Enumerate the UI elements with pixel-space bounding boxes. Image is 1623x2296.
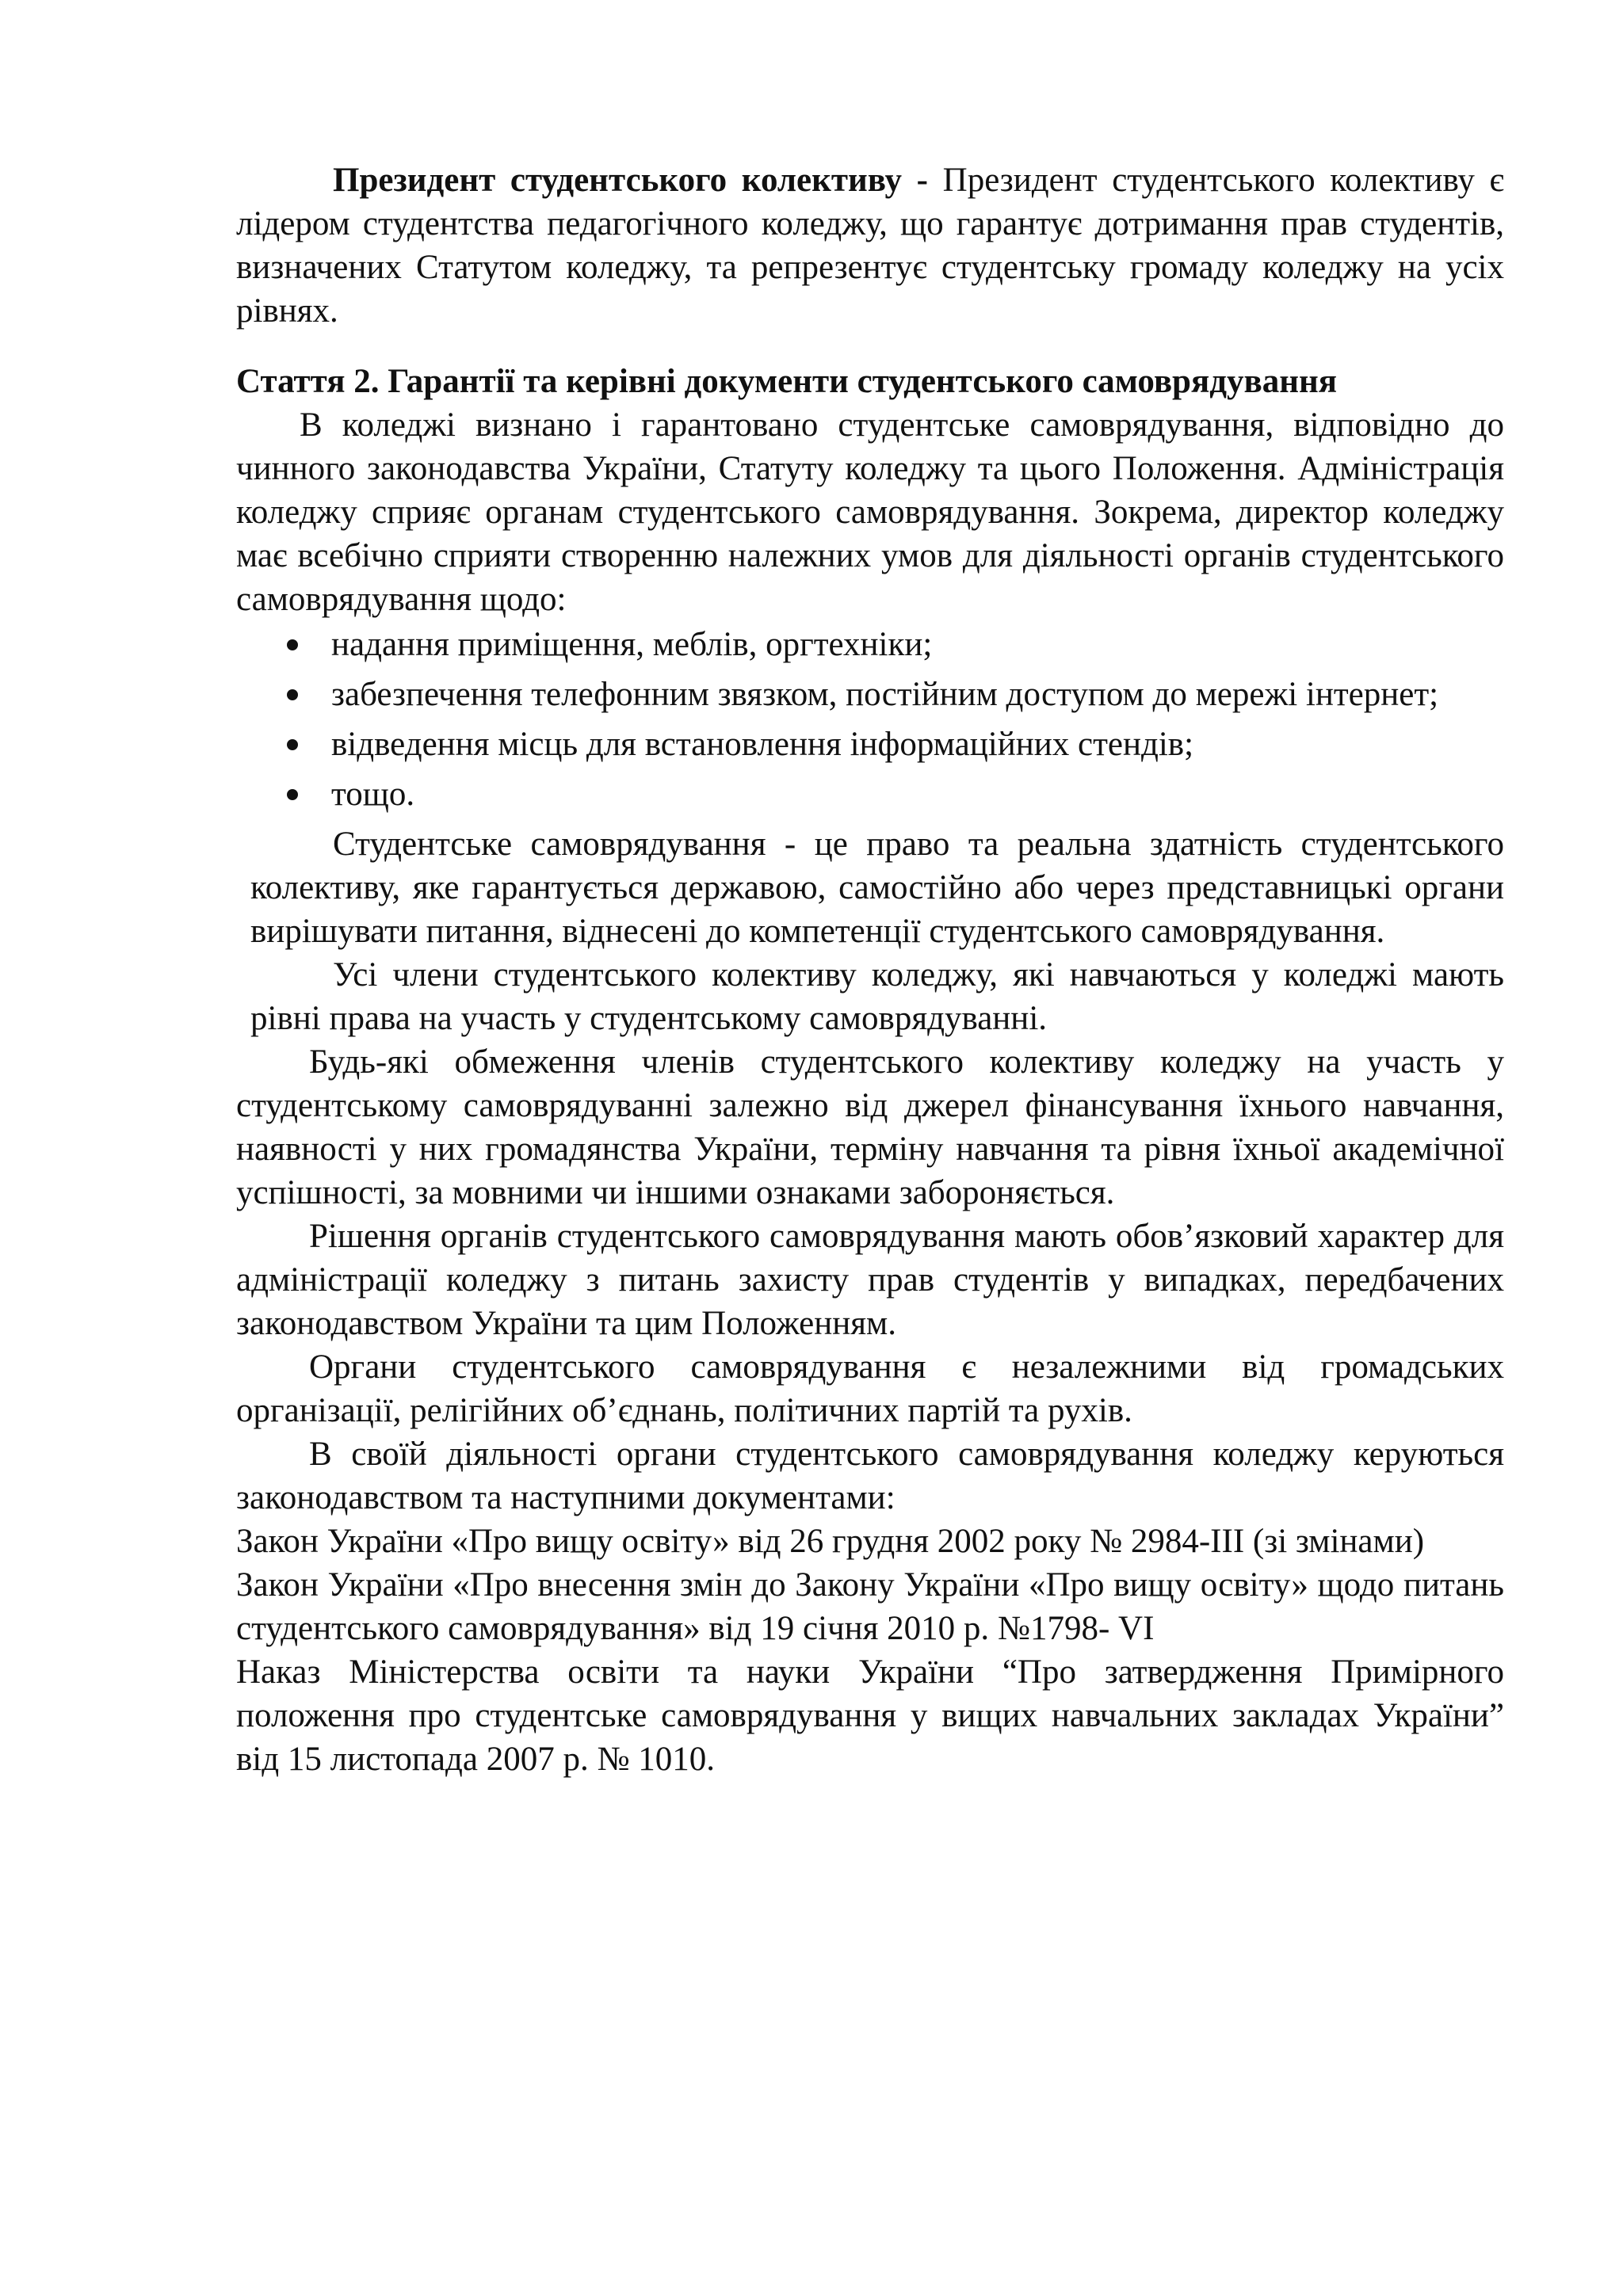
article-intro: В коледжі визнано і гарантовано студентське самоврядування, відповідно до чинного законодавства України, Статуту коледжу та цього Положення. Адміністрація коледжу сприяє органам студентського самоврядування. Зокрема, директор коледжу має всебічно сприяти створенню належних умов для діяльності органів студентського самоврядування щодо: (236, 406, 1504, 618)
independence-paragraph: Органи студентського самоврядування є незалежними від громадських організації, релігійних об’єднань, політичних партій та рухів. (236, 1348, 1504, 1429)
bullet-icon (287, 789, 298, 800)
list-item: забезпечення телефонним звязком, постійним доступом до мережі інтернет; (236, 673, 1504, 716)
list-item: відведення місць для встановлення інформаційних стендів; (236, 723, 1504, 766)
documents-intro: В своїй діяльності органи студентського самоврядування коледжу керуються законодавством та наступними документами: (236, 1436, 1504, 1516)
document-law-amendments: Закон України «Про внесення змін до Закону України «Про вищу освіту» щодо питань студентського самоврядування» від 19 січня 2010 р. №1798- VI (236, 1566, 1504, 1647)
list-item: тощо. (236, 772, 1504, 816)
support-list (236, 623, 1504, 816)
article-heading: Стаття 2. Гарантії та керівні документи студентського самоврядування (236, 363, 1338, 400)
equal-rights-paragraph: Усі члени студентського колективу коледжу, які навчаються у коледжі мають рівні права на участь у студентському самоврядуванні. (250, 956, 1504, 1037)
president-text: Президент студентського колективу є лідером студентства педагогічного коледжу, що гарантує дотримання прав студентів, визначених Статутом коледжу, та репрезентує студентську громаду коледжу на усіх рівнях. (236, 162, 1504, 330)
self-government-definition: Студентське самоврядування - це право та реальна здатність студентського колективу, яке гарантується державою, самостійно або через представницькі органи вирішувати питання, віднесені до компетенції студентського самоврядування. (250, 826, 1504, 950)
president-term: Президент студентського колективу - (333, 162, 928, 199)
decisions-paragraph: Рішення органів студентського самоврядування мають обов’язковий характер для адміністрації коледжу з питань захисту прав студентів у випадках, передбачених законодавством України та цим Положенням. (236, 1218, 1504, 1342)
document-ministry-order: Наказ Міністерства освіти та науки України “Про затвердження Примірного положення про студентське самоврядування у вищих навчальних закладах України” від 15 листопада 2007 р. № 1010. (236, 1653, 1504, 1778)
bullet-icon (287, 689, 298, 700)
president-definition (236, 158, 1504, 333)
document-law-higher-education: Закон України «Про вищу освіту» від 26 грудня 2002 року № 2984-ІІІ (зі змінами) (236, 1523, 1425, 1560)
bullet-icon (287, 739, 298, 750)
restrictions-paragraph: Будь-які обмеження членів студентського колективу коледжу на участь у студентському самоврядуванні залежно від джерел фінансування їхнього навчання, наявності у них громадянства України, терміну навчання та рівня їхньої академічної успішності, за мовними чи іншими ознаками забороняється. (236, 1043, 1504, 1211)
list-item: надання приміщення, меблів, оргтехніки; (236, 623, 1504, 666)
bullet-icon (287, 639, 298, 650)
